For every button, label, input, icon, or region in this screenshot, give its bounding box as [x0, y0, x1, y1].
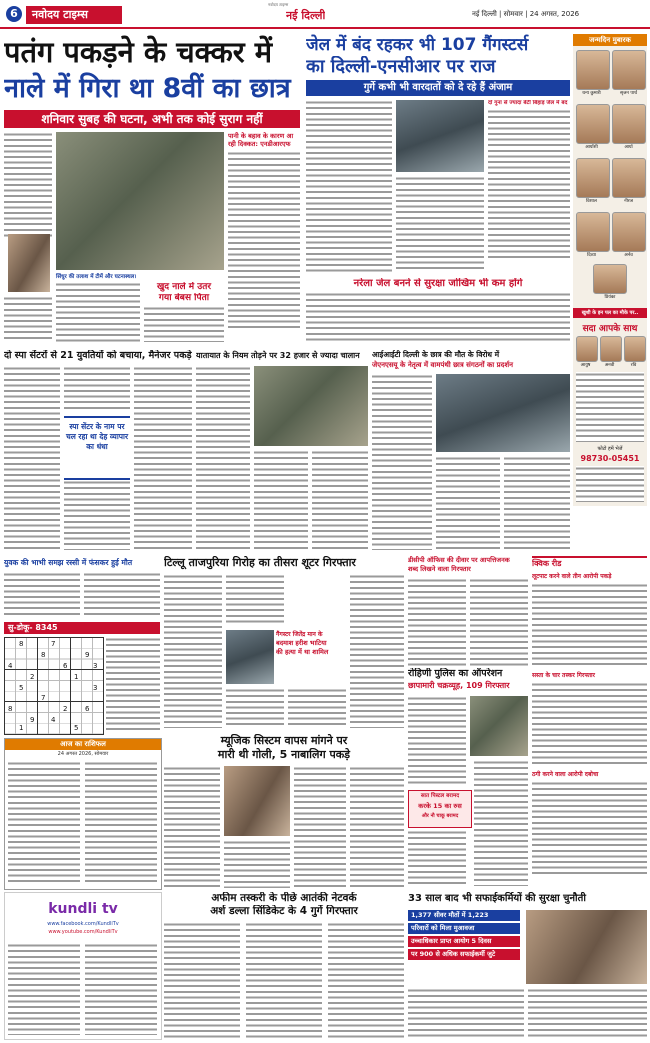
- birthday-photo-3: [576, 104, 610, 144]
- ndrf-box-body: [228, 151, 300, 329]
- rohini-headline-1: रोहिणी पुलिस का ऑपरेशन: [408, 668, 503, 679]
- father-story-head-1: खुद नाले में उतर: [156, 282, 212, 292]
- gangster-photo: [396, 100, 484, 172]
- birthday-photo-6: [612, 158, 646, 198]
- traffic-headline: यातायात के नियम तोड़ने पर 32 हजार से ज्यादा चालान: [196, 351, 360, 360]
- iit-body-2: [436, 456, 500, 550]
- sudoku-cell: 7: [41, 694, 46, 702]
- lead-right-headline-2: का दिल्ली-एनसीआर पर राज: [306, 56, 496, 77]
- wish-photo-2: [600, 336, 622, 362]
- lead-right-headline-1: जेल में बंद रहकर भी 107 गैंगस्टर्स: [306, 35, 529, 55]
- app-ad-body-1: [8, 943, 80, 1035]
- sudoku-cell: 8: [41, 651, 46, 659]
- iit-photo: [436, 374, 570, 452]
- tihar-box-body: [488, 109, 570, 259]
- lead-left-headline-2: नाले में गिरा था 8वीं का छात्र: [4, 73, 291, 104]
- drugs-body-2: [246, 922, 322, 1038]
- rohini-body-2: [408, 830, 466, 886]
- horoscope-date: 24 अगस्त 2026, सोमवार: [57, 751, 109, 757]
- birthday-name-7: दिव्या: [587, 253, 596, 258]
- horoscope-box: [4, 738, 162, 890]
- drugs-body-1: [164, 922, 240, 1038]
- wish-name-3: रवि: [630, 363, 637, 368]
- rohini-badge-1: सात पिस्टल बरामद: [420, 793, 460, 799]
- contact-body: [576, 466, 644, 502]
- sudoku-cell: 6: [63, 662, 68, 670]
- wish-photo-3: [624, 336, 646, 362]
- iit-body-3: [504, 456, 570, 550]
- quick-read-item-1-body: [532, 583, 647, 667]
- sudoku-cell: 1: [74, 673, 79, 681]
- wish-title: सदा आपके साथ: [582, 324, 638, 334]
- spa-body-3: [64, 480, 130, 550]
- safai-bullets: [408, 910, 520, 984]
- ndrf-box-head: पानी के बहाव के कारण आ रही दिक्कत: एनडीआरएफ: [228, 132, 294, 148]
- music-body-4: [350, 766, 404, 888]
- music-photo: [224, 766, 290, 836]
- iit-body-1: [372, 374, 432, 550]
- rohini-story: [408, 668, 528, 886]
- sudoku-cell: 9: [85, 651, 90, 659]
- birthday-name-1: धन्य कुमारी: [582, 91, 601, 96]
- lead-right-subhead: गुर्गे कभी भी वारदातों को दे रहे हैं अंजाम: [306, 80, 570, 96]
- father-story: [144, 282, 224, 342]
- sudoku-cell: 6: [85, 705, 90, 713]
- birthday-name-4: आर्या: [624, 145, 633, 150]
- gang-story: [164, 556, 404, 728]
- lead-left-body-col1: [4, 132, 52, 240]
- sudoku-cell: 1: [19, 724, 24, 732]
- safai-body-1: [408, 988, 524, 1038]
- rohini-photo: [470, 696, 528, 756]
- spa-story: [4, 350, 192, 550]
- wall-headline-2: शब्द लिखने वाला गिरफ्तार: [408, 565, 471, 573]
- safai-bullet-3: उच्चाधिकार प्राप्त आयोग 5 दिवस: [408, 936, 520, 947]
- horoscope-col-1: [8, 761, 80, 885]
- horoscope-col-2: [85, 761, 157, 885]
- traffic-body-3: [312, 450, 368, 550]
- quick-read-item-2-body: [532, 682, 647, 766]
- wall-body-1: [408, 578, 466, 666]
- birthday-name-2: सृजन पार्थ: [620, 91, 637, 96]
- lead-left-headline-1: पतंग पकड़ने के चक्कर में: [4, 35, 273, 69]
- wish-body: [576, 372, 644, 442]
- drugs-headline-2: अर्श डल्ला सिंडिकेट के 4 गुर्गे गिरफ्तार: [210, 905, 358, 917]
- birthday-name-3: आर्यांशी: [585, 145, 598, 150]
- masthead-rule: [0, 27, 650, 29]
- masthead-logo: नवोदय टाइम्स: [26, 6, 122, 24]
- traffic-body-2: [254, 450, 308, 550]
- drugs-body-3: [328, 922, 404, 1038]
- gang-headline: टिल्लू ताजपुरिया गिरोह का तीसरा शूटर गिरफ्तार: [164, 556, 356, 569]
- rohini-badge: [408, 790, 472, 828]
- rohini-body-1: [408, 696, 466, 786]
- contact-phone: 98730-05451: [580, 454, 640, 463]
- lead-right-story: [306, 34, 570, 344]
- sudoku-cell: 2: [63, 705, 68, 713]
- search-photo-caption: सिंधुर की तलाश में टीमें और घटनास्थल।: [56, 274, 137, 280]
- drugs-headline-1: अफीम तस्करी के पीछे आतंकी नेटवर्क: [211, 892, 357, 904]
- spa-body-4: [134, 366, 192, 550]
- rohini-badge-2: करके 15 का रुस: [418, 802, 462, 810]
- father-story-head-2: गया बेबस पिता: [158, 293, 210, 303]
- safai-bullet-4: पर 900 से अधिक सफाईकर्मी जुटे: [408, 949, 520, 960]
- spa-body-2: [64, 366, 130, 412]
- safai-bullet-1: 1,377 सीवर मौतों में 1,223: [408, 910, 520, 921]
- student-photo: [8, 234, 50, 292]
- masthead-city: नई दिल्ली: [286, 9, 326, 22]
- contact-label: फोटो हमें भेजें: [597, 446, 623, 452]
- narela-body: [306, 292, 570, 342]
- sudoku-cell: 2: [30, 673, 35, 681]
- lead-right-body-2: [396, 176, 484, 272]
- birthday-photo-8: [612, 212, 646, 252]
- birthday-name-6: नीरज: [624, 199, 633, 204]
- app-ad: [4, 892, 162, 1040]
- birthday-photo-7: [576, 212, 610, 252]
- gang-photo: [226, 630, 274, 684]
- wish-bar: खुशी के इन पल का मौके पर..: [573, 308, 647, 318]
- quick-read: [532, 556, 647, 886]
- sudoku-cell: 8: [8, 705, 13, 713]
- lead-left-story: [4, 34, 300, 344]
- spa-pull-quote-text: स्पा सेंटर के नाम पर चल रहा था देह व्यापार का धंधा: [65, 422, 129, 451]
- tihar-box: [488, 100, 570, 272]
- traffic-body-1: [196, 366, 250, 550]
- birthday-photo-1: [576, 50, 610, 90]
- sudoku-cell: 5: [19, 684, 24, 692]
- birthday-photo-2: [612, 50, 646, 90]
- birthday-title: जन्मदिन मुबारक: [573, 34, 647, 46]
- sudoku-cell: 9: [30, 716, 35, 724]
- lead-left-body-col2: [4, 296, 52, 342]
- spa-pull-quote: [64, 416, 130, 480]
- gang-body-4: [288, 688, 346, 728]
- gang-caption-3: की हत्या में था शामिल: [276, 648, 329, 656]
- safai-bullet-2: परिवारों को मिला मुआवजा: [408, 923, 520, 934]
- birthday-photo-5: [576, 158, 610, 198]
- rope-body-1: [4, 572, 80, 618]
- rohini-body-3: [474, 760, 528, 886]
- birthday-photo-4: [612, 104, 646, 144]
- gang-caption: [276, 630, 346, 684]
- sudoku-cell: 4: [8, 662, 13, 670]
- app-ad-body-2: [85, 943, 157, 1035]
- sudoku-cell: 5: [74, 724, 79, 732]
- page-number: 6: [6, 6, 22, 22]
- ndrf-box: [228, 132, 300, 342]
- traffic-photo: [254, 366, 368, 446]
- wish-photo-1: [576, 336, 598, 362]
- music-headline-1: म्यूजिक सिस्टम वापस मांगने पर: [220, 734, 348, 747]
- app-ad-line-2: www.youtube.com/KundliTv: [48, 929, 118, 935]
- iit-headline-2: जेएनएसयू के नेतृत्व में वामपंथी छात्र संगठनों का प्रदर्शन: [372, 361, 514, 369]
- quick-read-item-3-body: [532, 781, 647, 875]
- gang-caption-2: बदमाश हरीश भाटिया: [276, 639, 327, 647]
- birthday-name-9: प्रियंका: [604, 295, 616, 300]
- music-headline-2: मारी थी गोली, 5 नाबालिग पकड़े: [217, 748, 351, 761]
- iit-headline-1: आईआईटी दिल्ली के छात्र की मौत के विरोध में: [372, 350, 500, 359]
- sudoku-cell: 7: [51, 640, 56, 648]
- birthday-panel: [573, 34, 647, 506]
- music-story: [164, 734, 404, 888]
- rope-story: [4, 558, 160, 618]
- birthday-photo-9: [593, 264, 627, 294]
- lead-left-body-col3: [56, 282, 140, 342]
- sudoku-rules: [106, 637, 160, 733]
- rohini-headline-2: छापामारी चक्रव्यूह, 109 गिरफ्तार: [408, 681, 510, 690]
- birthday-name-8: अर्नव: [624, 253, 633, 258]
- sudoku-cell: 8: [19, 640, 24, 648]
- rohini-badge-3: और नौ चाकू बरामद: [421, 813, 459, 819]
- father-story-body: [144, 306, 224, 342]
- quick-read-item-2-head: सस्ता के चार तस्कर गिरफ्तार: [532, 672, 596, 679]
- safai-photo: [526, 910, 647, 984]
- wall-body-2: [470, 578, 528, 666]
- app-ad-brand: kundli tv: [48, 901, 118, 917]
- gang-body-2: [226, 574, 284, 626]
- spa-headline: दो स्पा सेंटरों से 21 युवतियों को बचाया, मैनेजर पकड़े: [4, 350, 192, 361]
- search-photo: [56, 132, 224, 270]
- wish-name-1: आयुष: [580, 363, 591, 368]
- lead-left-subhead: शनिवार सुबह की घटना, अभी तक कोई सुराग नहीं: [4, 110, 300, 128]
- masthead-date: नई दिल्ली | सोमवार | 24 अगस्त, 2026: [472, 10, 580, 18]
- masthead-paper-small: नवोदय टाइम्स: [268, 2, 289, 7]
- sudoku-box: [4, 622, 160, 734]
- quick-read-title: क्विक रीड: [532, 556, 647, 570]
- gang-body-3: [226, 688, 284, 728]
- quick-read-item-3-head: ठगी करने वाला आरोपी दबोचा: [532, 771, 599, 778]
- drugs-story: [164, 892, 404, 1038]
- gang-caption-1: गैंगस्टर जितेंद्र मान के: [276, 631, 323, 638]
- tihar-box-head: दो गुना से ज्यादा बेटी बिहाड़ जेल में बंद: [488, 100, 568, 106]
- horoscope-title: आज का राशिफल: [5, 739, 161, 750]
- traffic-story: [196, 350, 368, 550]
- sudoku-cell: 3: [93, 662, 98, 670]
- spa-body-1: [4, 366, 60, 550]
- music-body-2: [224, 840, 290, 888]
- sudoku-grid: [4, 637, 104, 735]
- sudoku-title: सु-डोकू- 8345: [4, 622, 160, 634]
- music-body-1: [164, 766, 220, 888]
- safai-story: [408, 892, 647, 1038]
- rope-body-2: [84, 572, 160, 618]
- wall-story: [408, 556, 528, 666]
- masthead: [0, 0, 650, 30]
- gang-body-1: [164, 574, 222, 728]
- wall-headline-1: डीसीपी ऑफिस की दीवार पर आपत्तिजनक: [408, 556, 510, 564]
- wish-name-2: अनवी: [604, 363, 615, 368]
- rope-headline: युवक की भाभी समझ रस्सी में फंसकर हुई मौत: [4, 558, 133, 567]
- sudoku-cell: 3: [93, 684, 98, 692]
- narela-head: नरेला जेल बनने से सुरक्षा जोखिम भी कम होंगे: [353, 278, 523, 289]
- safai-headline: 33 साल बाद भी सफाईकर्मियों की सुरक्षा चुनौती: [408, 893, 586, 904]
- sudoku-cell: 4: [51, 716, 56, 724]
- iit-story: [372, 350, 570, 550]
- quick-read-item-1-head: लूटपाट करने वाले तीन आरोपी पकड़े: [532, 573, 612, 580]
- music-body-3: [294, 766, 346, 888]
- lead-right-body-1: [306, 100, 392, 272]
- app-ad-line-1: www.facebook.com/KundliTv: [47, 921, 119, 927]
- birthday-name-5: विशाल: [586, 199, 597, 204]
- safai-body-2: [528, 988, 647, 1038]
- gang-body-5: [350, 574, 404, 728]
